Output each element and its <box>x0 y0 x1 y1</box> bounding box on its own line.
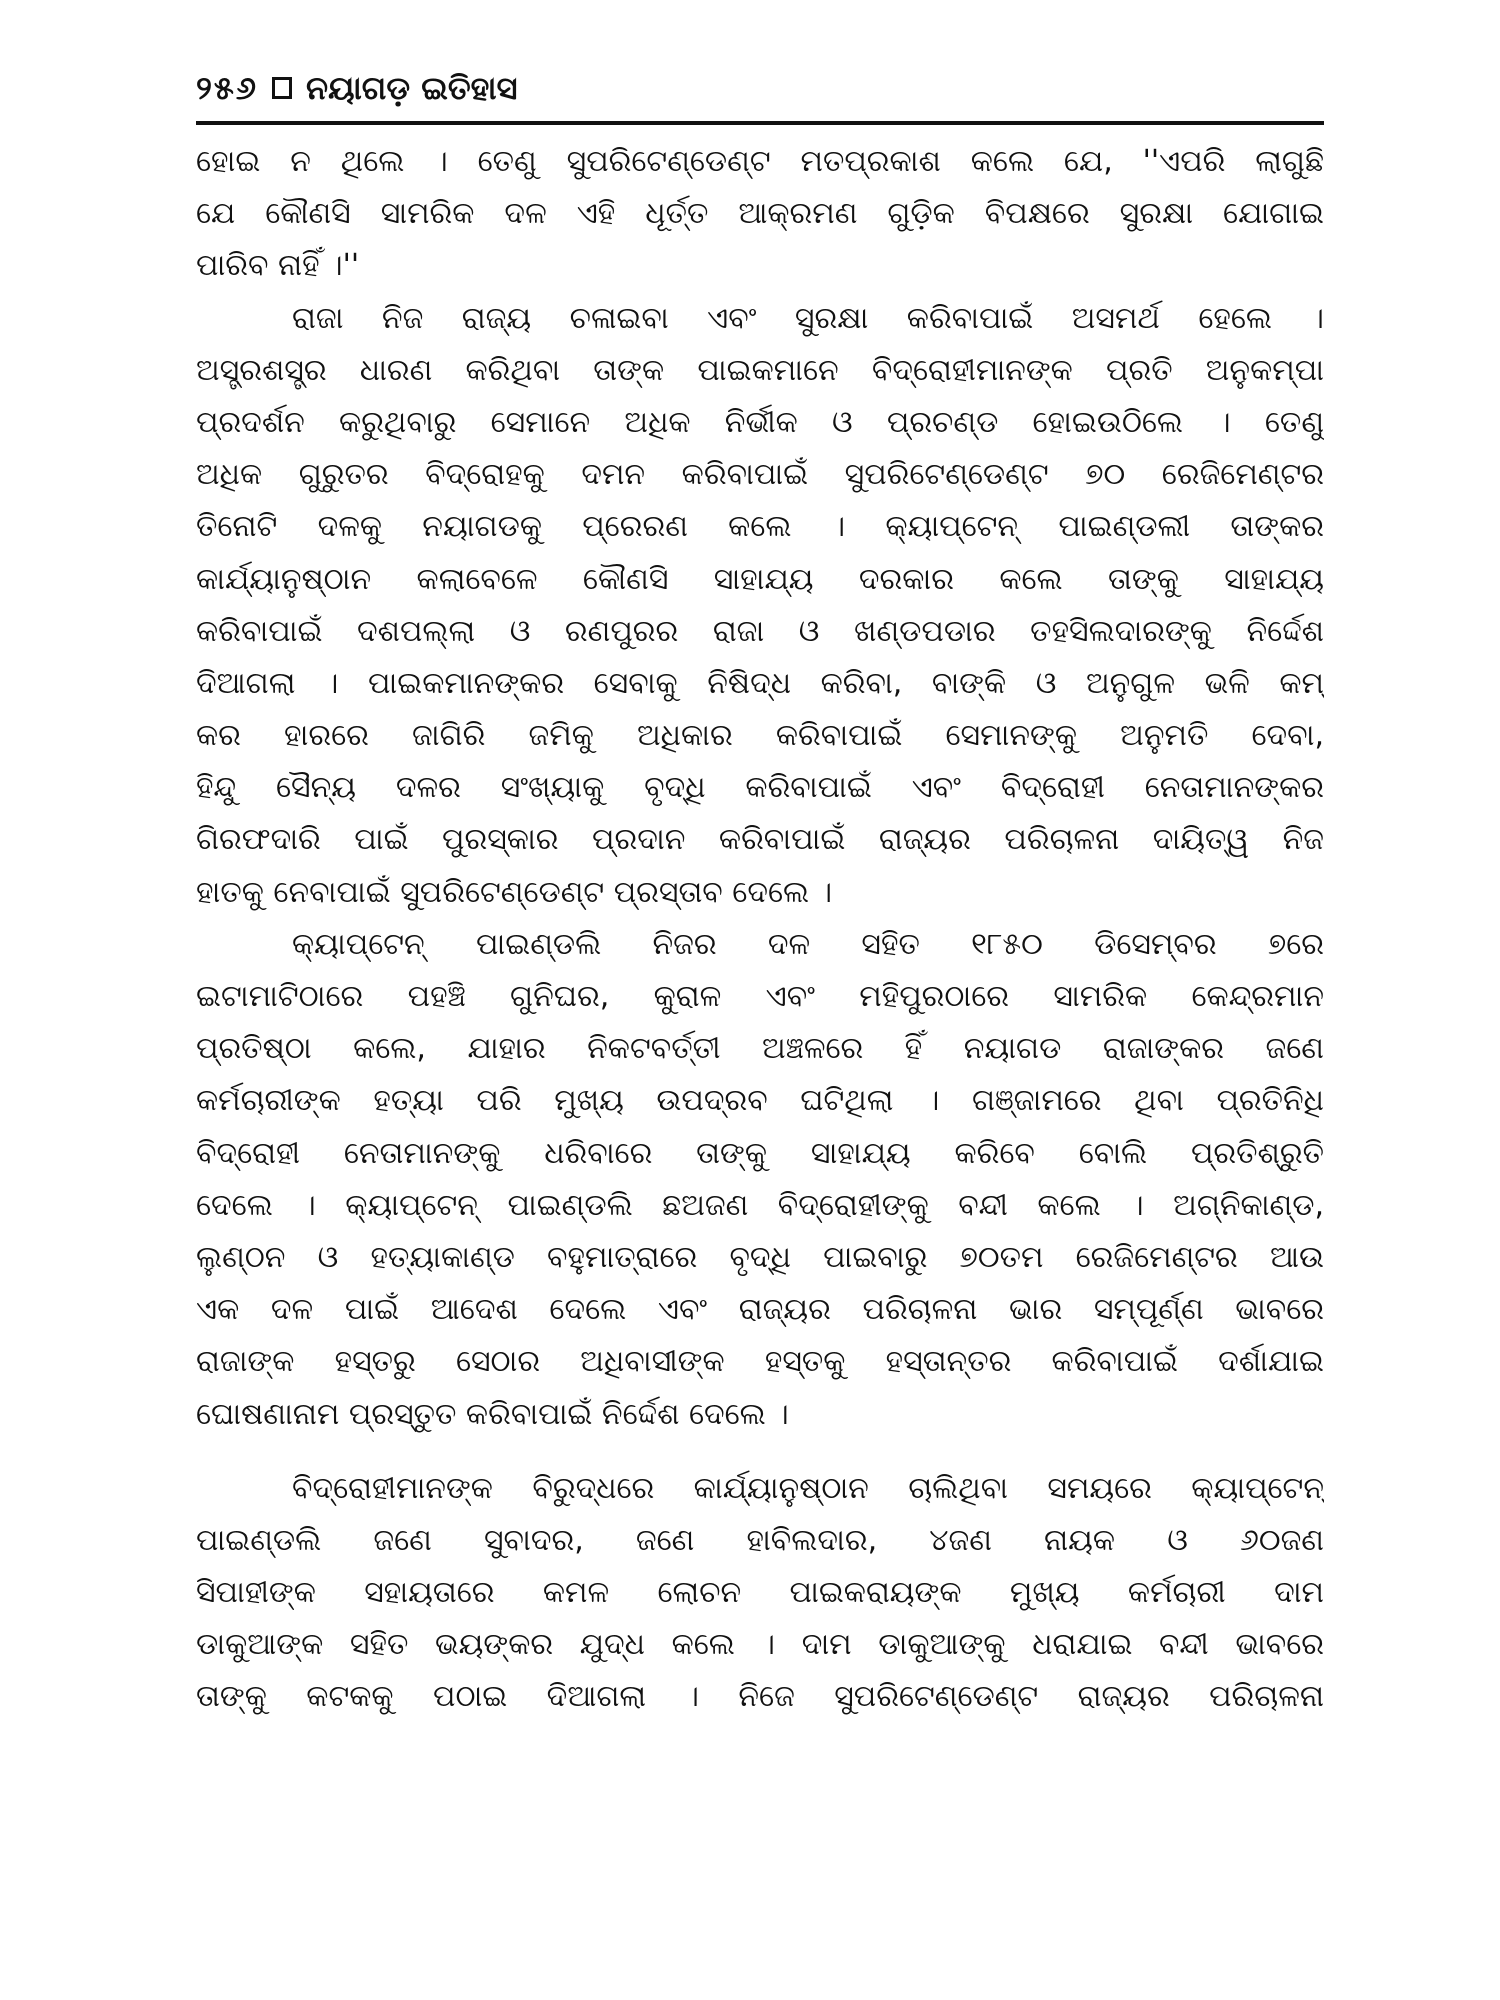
text-line: ପ୍ରଦର୍ଶନ କରୁଥିବାରୁ ସେମାନେ ଅଧିକ ନିର୍ଭୀକ ଓ ପ୍ରଚଣ୍ଡ ହୋଇଉଠିଲେ । ତେଣୁ <box>196 404 1324 440</box>
text-line: କରିବାପାଇଁ ଦଶପଲ୍ଲା ଓ ରଣପୁରର ରାଜା ଓ ଖଣ୍ଡପଡାର ତହସିଲଦାରଙ୍କୁ ନିର୍ଦ୍ଦେଶ <box>196 613 1324 649</box>
text-line: ତିନୋଟି ଦଳକୁ ନୟାଗଡକୁ ପ୍ରେରଣ କଲେ । କ୍ୟାପ୍ଟେନ୍ ପାଇଣ୍ଡଲୀ ତାଙ୍କର <box>196 509 1324 545</box>
text-line: ରାଜାଙ୍କ ହସ୍ତରୁ ସେଠାର ଅଧିବାସୀଙ୍କ ହସ୍ତକୁ ହସ୍ତାନ୍ତର କରିବାପାଇଁ ଦର୍ଶାଯାଇ <box>196 1344 1324 1380</box>
text-line: କର ହାରରେ ଜାଗିରି ଜମିକୁ ଅଧିକାର କରିବାପାଇଁ ସେମାନଙ୍କୁ ଅନୁମତି ଦେବା, <box>196 718 1324 754</box>
text-line: ହାତକୁ ନେବାପାଇଁ ସୁପରିଟେଣ୍ଡେଣ୍ଟ ପ୍ରସ୍ତାବ ଦେଲେ । <box>196 874 833 910</box>
text-line: ରାଜା ନିଜ ରାଜ୍ୟ ଚଳାଇବା ଏବଂ ସୁରକ୍ଷା କରିବାପାଇଁ ଅସମର୍ଥ ହେଲେ । <box>292 300 1324 336</box>
text-line: ହିନ୍ଦୁ ସୈନ୍ୟ ଦଳର ସଂଖ୍ୟାକୁ ବୃଦ୍ଧି କରିବାପାଇଁ ଏବଂ ବିଦ୍ରୋହୀ ନେତାମାନଙ୍କର <box>196 770 1324 806</box>
text-line: ଅଧିକ ଗୁରୁତର ବିଦ୍ରୋହକୁ ଦମନ କରିବାପାଇଁ ସୁପରିଟେଣ୍ଡେଣ୍ଟ ୭୦ ରେଜିମେଣ୍ଟର <box>196 457 1324 493</box>
text-line: ଦିଆଗଲା । ପାଇକମାନଙ୍କର ସେବାକୁ ନିଷିଦ୍ଧ କରିବା, ବାଙ୍କି ଓ ଅନୁଗୁଳ ଭଳି କମ୍ <box>196 665 1324 701</box>
paragraph-gap <box>196 1441 1324 1463</box>
page-header <box>196 58 1321 118</box>
text-line: ଇଟାମାଟିଠାରେ ପହଞ୍ଚି ଗୁନିଘର, କୁରାଳ ଏବଂ ମହିପୁରଠାରେ ସାମରିକ କେନ୍ଦ୍ରମାନ <box>196 979 1324 1014</box>
text-line: ଗିରଫଦାରି ପାଇଁ ପୁରସ୍କାର ପ୍ରଦାନ କରିବାପାଇଁ ରାଜ୍ୟର ପରିଚାଳନା ଦାୟିତ୍ୱ ନିଜ <box>196 822 1324 858</box>
text-line: ତାଙ୍କୁ କଟକକୁ ପଠାଇ ଦିଆଗଲା । ନିଜେ ସୁପରିଟେଣ୍ଡେଣ୍ଟ ରାଜ୍ୟର ପରିଚାଳନା <box>196 1679 1324 1715</box>
text-line: ଦେଲେ । କ୍ୟାପ୍ଟେନ୍ ପାଇଣ୍ଡଲି ଛଅଜଣ ବିଦ୍ରୋହୀଙ୍କୁ ବନ୍ଦୀ କଲେ । ଅଗ୍ନିକାଣ୍ଡ, <box>196 1187 1324 1223</box>
paragraph <box>196 293 1324 919</box>
text-line: ହୋଇ ନ ଥିଲେ । ତେଣୁ ସୁପରିଟେଣ୍ଡେଣ୍ଟ ମତପ୍ରକାଶ କଲେ ଯେ, ''ଏପରି ଲାଗୁଛି <box>196 144 1324 179</box>
text-line: ପ୍ରତିଷ୍ଠା କଲେ, ଯାହାର ନିକଟବର୍ତ୍ତୀ ଅଞ୍ଚଳରେ ହିଁ ନୟାଗଡ ରାଜାଙ୍କର ଜଣେ <box>196 1031 1324 1067</box>
text-line: ଯେ କୌଣସି ସାମରିକ ଦଳ ଏହି ଧୂର୍ତ୍ତ ଆକ୍ରମଣ ଗୁଡ଼ିକ ବିପକ୍ଷରେ ସୁରକ୍ଷା ଯୋଗାଇ <box>196 196 1324 232</box>
header-rule <box>196 121 1324 125</box>
text-line: କ୍ୟାପ୍ଟେନ୍ ପାଇଣ୍ଡଲି ନିଜର ଦଳ ସହିତ ୧୮୫୦ ଡିସେମ୍ବର ୭ରେ <box>292 926 1324 962</box>
text-line: ବିଦ୍ରୋହୀମାନଙ୍କ ବିରୁଦ୍ଧରେ କାର୍ଯ୍ୟାନୁଷ୍ଠାନ ଚାଲିଥିବା ସମୟରେ କ୍ୟାପ୍ଟେନ୍ <box>292 1470 1324 1506</box>
book-title: ନୟାଗଡ଼ ଇତିହାସ <box>306 68 518 107</box>
text-line: ଲୁଣ୍ଠନ ଓ ହତ୍ୟାକାଣ୍ଡ ବହୁମାତ୍ରାରେ ବୃଦ୍ଧି ପାଇବାରୁ ୭୦ତମ ରେଜିମେଣ୍ଟର ଆଉ <box>196 1239 1324 1275</box>
text-line: ଘୋଷଣାନାମ ପ୍ରସ୍ତୁତ କରିବାପାଇଁ ନିର୍ଦ୍ଦେଶ ଦେଲେ । <box>196 1396 789 1432</box>
paragraph <box>196 919 1324 1441</box>
text-line: ପାଇଣ୍ଡଲି ଜଣେ ସୁବାଦର, ଜଣେ ହାବିଲଦାର, ୪ଜଣ ନାୟକ ଓ ୬୦ଜଣ <box>196 1522 1324 1558</box>
paragraph <box>196 136 1324 293</box>
paragraph <box>196 1463 1324 1724</box>
text-line: ପାରିବ ନାହିଁ ।'' <box>196 248 360 284</box>
text-line: ଏକ ଦଳ ପାଇଁ ଆଦେଶ ଦେଲେ ଏବଂ ରାଜ୍ୟର ପରିଚାଳନା ଭାର ସମ୍ପୂର୍ଣ୍ଣ ଭାବରେ <box>196 1292 1324 1328</box>
text-line: ଅସ୍ତ୍ରଶସ୍ତ୍ର ଧାରଣ କରିଥିବା ତାଙ୍କ ପାଇକମାନେ ବିଦ୍ରୋହୀମାନଙ୍କ ପ୍ରତି ଅନୁକମ୍ପା <box>196 352 1324 388</box>
body-text <box>196 136 1324 1724</box>
text-line: ସିପାହୀଙ୍କ ସହାୟତାରେ କମଳ ଲୋଚନ ପାଇକରାୟଙ୍କ ମୁଖ୍ୟ କର୍ମଚାରୀ ଦାମ <box>196 1575 1324 1611</box>
text-line: କାର୍ଯ୍ୟାନୁଷ୍ଠାନ କଲାବେଳେ କୌଣସି ସାହାଯ୍ୟ ଦରକାର କଲେ ତାଙ୍କୁ ସାହାଯ୍ୟ <box>196 561 1324 597</box>
square-separator-icon <box>272 77 292 99</box>
text-line: ଡାକୁଆଙ୍କ ସହିତ ଭୟଙ୍କର ଯୁଦ୍ଧ କଲେ । ଦାମ ଡାକୁଆଙ୍କୁ ଧରାଯାଇ ବନ୍ଦୀ ଭାବରେ <box>196 1627 1324 1663</box>
text-line: ବିଦ୍ରୋହୀ ନେତାମାନଙ୍କୁ ଧରିବାରେ ତାଙ୍କୁ ସାହାଯ୍ୟ କରିବେ ବୋଲି ପ୍ରତିଶ୍ରୁତି <box>196 1135 1324 1171</box>
page-number: ୨୫୬ <box>196 68 259 107</box>
text-line: କର୍ମଚାରୀଙ୍କ ହତ୍ୟା ପରି ମୁଖ୍ୟ ଉପଦ୍ରବ ଘଟିଥିଲା । ଗଞ୍ଜାମରେ ଥିବା ପ୍ରତିନିଧି <box>196 1083 1324 1119</box>
